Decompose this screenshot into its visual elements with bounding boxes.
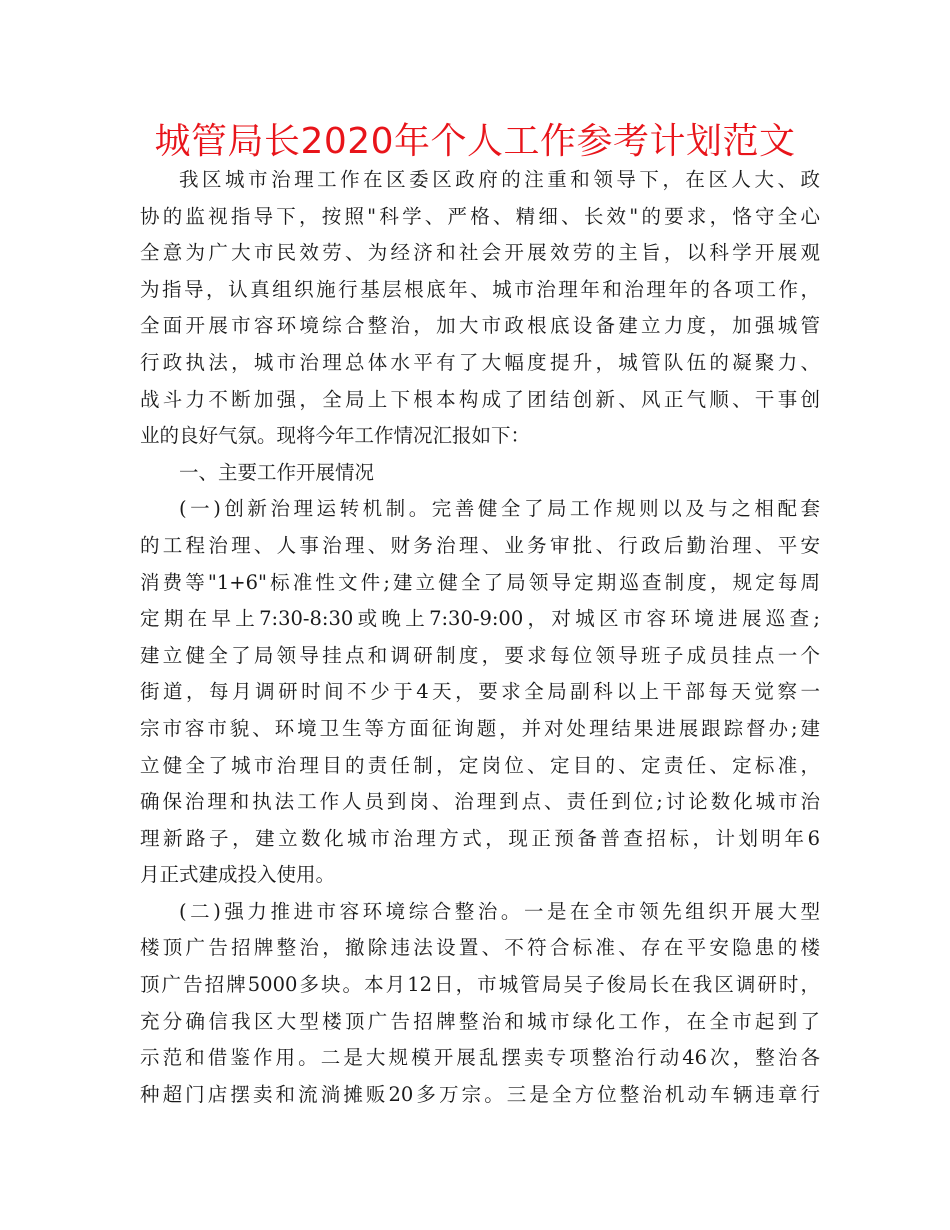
- paragraph-line: 业的良好气氛。现将今年工作情况汇报如下：: [140, 424, 531, 448]
- paragraph-line: 宗市容市貌、环境卫生等方面征询题，并对处理结果进展跟踪督办;建: [140, 716, 820, 740]
- paragraph-line: (一)创新治理运转机制。完善健全了局工作规则以及与之相配套: [179, 497, 820, 521]
- document-title: 城管局长2020年个人工作参考计划范文: [154, 121, 796, 162]
- paragraph-line: 的工程治理、人事治理、财务治理、业务审批、行政后勤治理、平安: [140, 533, 820, 557]
- paragraph-line: 一、主要工作开展情况: [179, 460, 375, 484]
- paragraph-line: (二)强力推进市容环境综合整治。一是在全市领先组织开展大型: [179, 899, 820, 923]
- paragraph-line: 顶广告招牌5000多块。本月12日，市城管局吴子俊局长在我区调研时，: [140, 973, 820, 997]
- paragraph-line: 战斗力不断加强，全局上下根本构成了团结创新、风正气顺、干事创: [140, 387, 820, 411]
- paragraph-line: 行政执法，城市治理总体水平有了大幅度提升，城管队伍的凝聚力、: [140, 350, 820, 374]
- paragraph-line: 协的监视指导下，按照"科学、严格、精细、长效"的要求，恪守全心: [140, 204, 820, 228]
- paragraph-line: 全意为广大市民效劳、为经济和社会开展效劳的主旨，以科学开展观: [140, 241, 820, 265]
- paragraph-line: 种超门店摆卖和流淌摊贩20多万宗。三是全方位整治机动车辆违章行: [140, 1082, 820, 1106]
- paragraph-line: 理新路子，建立数化城市治理方式，现正预备普查招标，计划明年6: [140, 826, 820, 850]
- paragraph-line: 确保治理和执法工作人员到岗、治理到点、责任到位;讨论数化城市治: [140, 790, 820, 814]
- paragraph-line: 充分确信我区大型楼顶广告招牌整治和城市绿化工作，在全市起到了: [140, 1009, 820, 1033]
- document-body: [140, 162, 820, 1113]
- paragraph-line: 示范和借鉴作用。二是大规模开展乱摆卖专项整治行动46次，整治各: [140, 1046, 820, 1070]
- paragraph-line: 全面开展市容环境综合整治，加大市政根底设备建立力度，加强城管: [140, 314, 820, 338]
- paragraph-line: 为指导，认真组织施行基层根底年、城市治理年和治理年的各项工作，: [140, 277, 820, 301]
- paragraph-line: 立健全了城市治理目的责任制，定岗位、定目的、定责任、定标准，: [140, 753, 820, 777]
- paragraph-line: 楼顶广告招牌整治，撤除违法设置、不符合标准、存在平安隐患的楼: [140, 936, 820, 960]
- paragraph-line: 街道，每月调研时间不少于4天，要求全局副科以上干部每天觉察一: [140, 680, 820, 704]
- paragraph-line: 月正式建成投入使用。: [140, 863, 336, 887]
- paragraph-line: 消费等"1+6"标准性文件;建立健全了局领导定期巡查制度，规定每周: [140, 570, 820, 594]
- paragraph-line: 我区城市治理工作在区委区政府的注重和领导下，在区人大、政: [179, 168, 820, 191]
- paragraph-line: 定期在早上7:30-8:30或晚上7:30-9:00，对城区市容环境进展巡查;: [140, 607, 820, 631]
- paragraph-line: 建立健全了局领导挂点和调研制度，要求每位领导班子成员挂点一个: [140, 643, 820, 667]
